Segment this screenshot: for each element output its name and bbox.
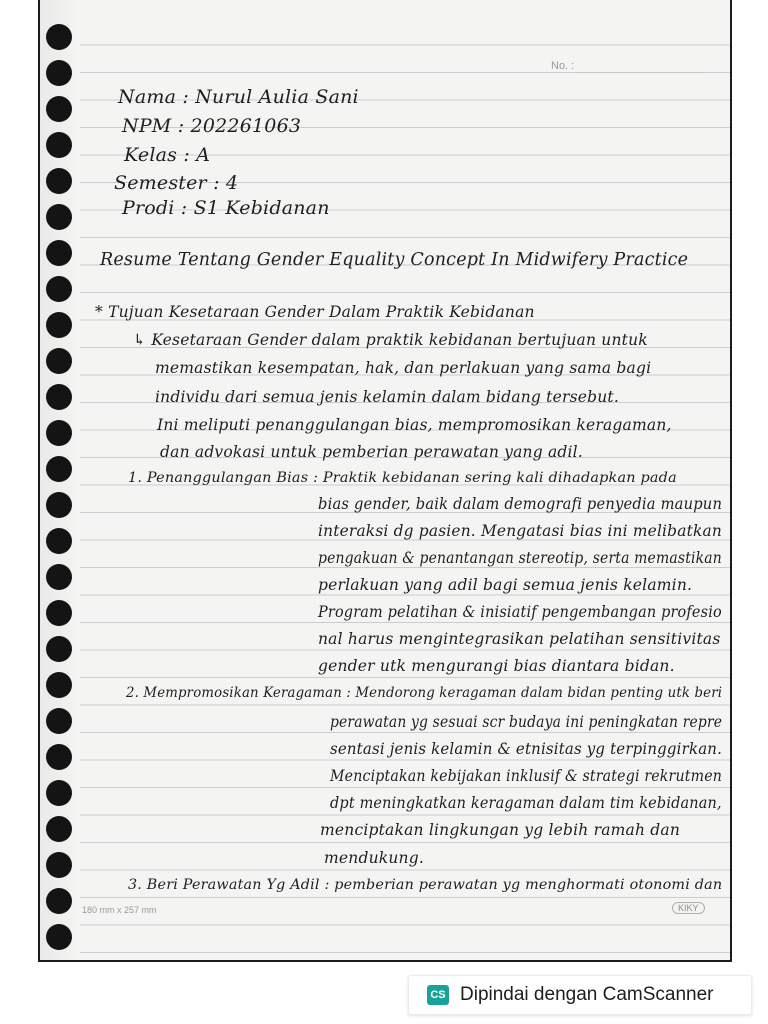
binder-hole-icon bbox=[46, 132, 72, 158]
binder-hole-icon bbox=[46, 744, 72, 770]
body-line: dpt meningkatkan keragaman dalam tim kebidanan, bbox=[330, 794, 722, 812]
binder-hole-icon bbox=[46, 528, 72, 554]
body-line: pengakuan & penantangan stereotip, serta memastikan bbox=[318, 549, 722, 567]
body-line: Program pelatihan & inisiatif pengembangan profesio bbox=[318, 603, 722, 621]
header-line-npm: NPM : 202261063 bbox=[122, 115, 302, 137]
body-line: Menciptakan kebijakan inklusif & strategi rekrutmen bbox=[330, 767, 723, 785]
page-number-label: No. : bbox=[551, 60, 575, 72]
binder-hole-icon bbox=[46, 852, 72, 878]
body-line: dan advokasi untuk pemberian perawatan yang adil. bbox=[160, 443, 583, 461]
body-line: sentasi jenis kelamin & etnisitas yg terpinggirkan. bbox=[330, 740, 723, 758]
binder-hole-icon bbox=[46, 708, 72, 734]
paper-size-label: 180 mm x 257 mm bbox=[82, 905, 157, 915]
binder-hole-icon bbox=[46, 312, 72, 338]
binder-hole-icon bbox=[46, 60, 72, 86]
binder-hole-icon bbox=[46, 492, 72, 518]
point-3-heading: 3. Beri Perawatan Yg Adil : pemberian perawatan yg menghormati otonomi dan bbox=[128, 877, 723, 893]
body-line: ↳ Kesetaraan Gender dalam praktik kebidanan bertujuan untuk bbox=[133, 331, 648, 349]
binder-hole-icon bbox=[46, 420, 72, 446]
binder-hole-icon bbox=[46, 96, 72, 122]
body-line: mendukung. bbox=[324, 849, 424, 867]
binder-hole-icon bbox=[46, 888, 72, 914]
body-line: memastikan kesempatan, hak, dan perlakuan yang sama bagi bbox=[155, 359, 652, 377]
binder-hole-icon bbox=[46, 24, 72, 50]
binder-hole-icon bbox=[46, 384, 72, 410]
binder-hole-icon bbox=[46, 204, 72, 230]
body-line: perawatan yg sesuai scr budaya ini peningkatan repre bbox=[330, 713, 723, 731]
camscanner-logo-icon: CS bbox=[427, 985, 449, 1005]
point-1-heading: 1. Penanggulangan Bias : Praktik kebidanan sering kali dihadapkan pada bbox=[128, 470, 677, 486]
binder-hole-icon bbox=[46, 672, 72, 698]
body-line: individu dari semua jenis kelamin dalam bidang tersebut. bbox=[155, 388, 619, 406]
header-line-semester: Semester : 4 bbox=[114, 172, 239, 194]
body-line: menciptakan lingkungan yg lebih ramah dan bbox=[320, 821, 681, 839]
binder-hole-icon bbox=[46, 816, 72, 842]
binder-hole-icon bbox=[46, 600, 72, 626]
binder-hole-icon bbox=[46, 168, 72, 194]
camscanner-text: Dipindai dengan CamScanner bbox=[460, 984, 714, 1005]
body-line: bias gender, baik dalam demografi penyedia maupun bbox=[318, 495, 723, 513]
binder-hole-icon bbox=[46, 240, 72, 266]
body-line: interaksi dg pasien. Mengatasi bias ini melibatkan bbox=[318, 522, 722, 540]
document-title: Resume Tentang Gender Equality Concept In Midwifery Practice bbox=[100, 250, 689, 270]
binder-hole-icon bbox=[46, 924, 72, 950]
binder-holes bbox=[46, 20, 86, 950]
binder-hole-icon bbox=[46, 456, 72, 482]
point-2-heading: 2. Mempromosikan Keragaman : Mendorong keragaman dalam bidan penting utk beri bbox=[126, 685, 723, 701]
section-heading: * Tujuan Kesetaraan Gender Dalam Praktik Kebidanan bbox=[95, 303, 535, 321]
binder-hole-icon bbox=[46, 636, 72, 662]
header-line-name: Nama : Nurul Aulia Sani bbox=[118, 86, 359, 108]
binder-hole-icon bbox=[46, 348, 72, 374]
binder-hole-icon bbox=[46, 564, 72, 590]
header-line-program: Prodi : S1 Kebidanan bbox=[122, 197, 330, 219]
camscanner-watermark bbox=[408, 975, 752, 1015]
body-line: Ini meliputi penanggulangan bias, mempromosikan keragaman, bbox=[157, 416, 672, 434]
header-line-class: Kelas : A bbox=[124, 144, 211, 166]
paper-brand-logo: KIKY bbox=[672, 902, 705, 914]
body-line: gender utk mengurangi bias diantara bidan. bbox=[318, 657, 675, 675]
body-line: nal harus mengintegrasikan pelatihan sensitivitas bbox=[318, 630, 721, 648]
binder-hole-icon bbox=[46, 276, 72, 302]
body-line: perlakuan yang adil bagi semua jenis kelamin. bbox=[318, 576, 693, 594]
binder-hole-icon bbox=[46, 780, 72, 806]
page-number-line bbox=[578, 72, 708, 73]
